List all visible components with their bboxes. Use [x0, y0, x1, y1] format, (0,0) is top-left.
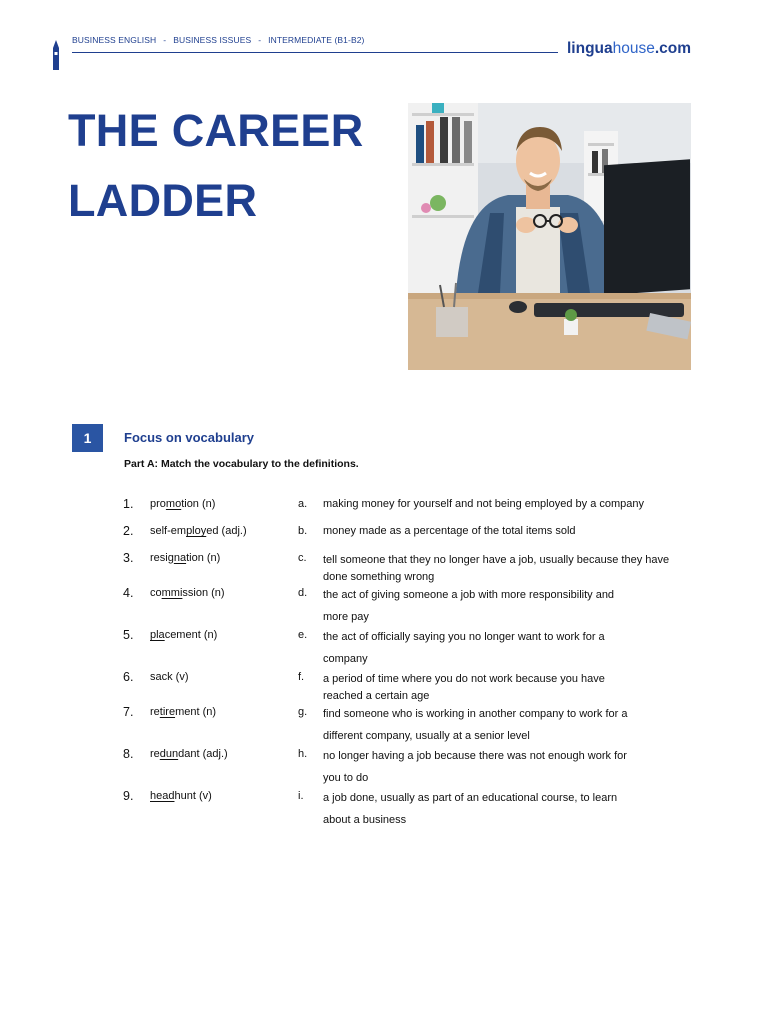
- header-rule: [72, 52, 558, 53]
- definition-letter: g.: [298, 706, 308, 718]
- term-number: 4.: [123, 586, 134, 600]
- definition-b: money made as a percentage of the total items sold: [323, 525, 576, 537]
- definition-g: find someone who is working in another company to work for a different company, usually at a senior level: [323, 708, 628, 742]
- term-number: 2.: [123, 524, 134, 538]
- definition-a: making money for yourself and not being employed by a company: [323, 498, 645, 510]
- breadcrumb-business-issues: BUSINESS ISSUES: [173, 35, 252, 45]
- section-number-badge: 1: [72, 424, 103, 452]
- definition-letter: h.: [298, 748, 308, 760]
- term-number: 9.: [123, 789, 134, 803]
- term-number: 8.: [123, 747, 134, 761]
- breadcrumb-separator: -: [163, 35, 167, 45]
- definition-f: a period of time where you do not work because you have reached a certain age: [323, 673, 605, 702]
- definition-letter: f.: [298, 671, 305, 683]
- term-number: 3.: [123, 551, 134, 565]
- term-number: 6.: [123, 670, 134, 684]
- term-number: 1.: [123, 497, 134, 511]
- definition-e: the act of officially saying you no longer want to work for a company: [323, 631, 605, 665]
- definition-letter: a.: [298, 498, 308, 510]
- term-redundant: redundant (adj.): [150, 748, 228, 760]
- definition-i: a job done, usually as part of an educational course, to learn about a business: [323, 792, 618, 826]
- tower-logo-icon: [51, 40, 61, 70]
- definition-letter: b.: [298, 525, 308, 537]
- term-promotion: promotion (n): [150, 498, 216, 510]
- term-number: 5.: [123, 628, 134, 642]
- term-self-employed: self-employed (adj.): [150, 525, 247, 537]
- page-title: [68, 96, 388, 236]
- breadcrumb-level: INTERMEDIATE (B1-B2): [268, 35, 365, 45]
- section-title: Focus on vocabulary: [124, 430, 255, 445]
- term-resignation: resignation (n): [150, 552, 221, 564]
- definition-letter: e.: [298, 629, 308, 641]
- definition-c: tell someone that they no longer have a job, usually because they have done something wrong: [323, 554, 670, 583]
- title-line-1: THE CAREER: [68, 105, 364, 156]
- definition-d: the act of giving someone a job with more responsibility and more pay: [323, 589, 615, 623]
- breadcrumb-business-english: BUSINESS ENGLISH: [72, 35, 157, 45]
- breadcrumb-separator: -: [258, 35, 262, 45]
- breadcrumb: [72, 35, 364, 45]
- term-retirement: retirement (n): [150, 706, 217, 718]
- brand-logo: linguahouse.com: [567, 40, 692, 57]
- term-headhunt: headhunt (v): [150, 790, 212, 802]
- title-line-2: LADDER: [68, 175, 258, 226]
- definition-letter: d.: [298, 587, 308, 599]
- term-number: 7.: [123, 705, 134, 719]
- term-commission: commission (n): [150, 587, 225, 599]
- definition-h: no longer having a job because there was not enough work for you to do: [323, 750, 627, 784]
- office-worker-photo: [408, 103, 691, 370]
- definition-letter: i.: [298, 790, 304, 802]
- definition-letter: c.: [298, 552, 307, 564]
- term-placement: placement (n): [150, 629, 218, 641]
- part-a-instruction: Part A: Match the vocabulary to the definitions.: [124, 458, 359, 470]
- term-sack: sack (v): [150, 671, 189, 683]
